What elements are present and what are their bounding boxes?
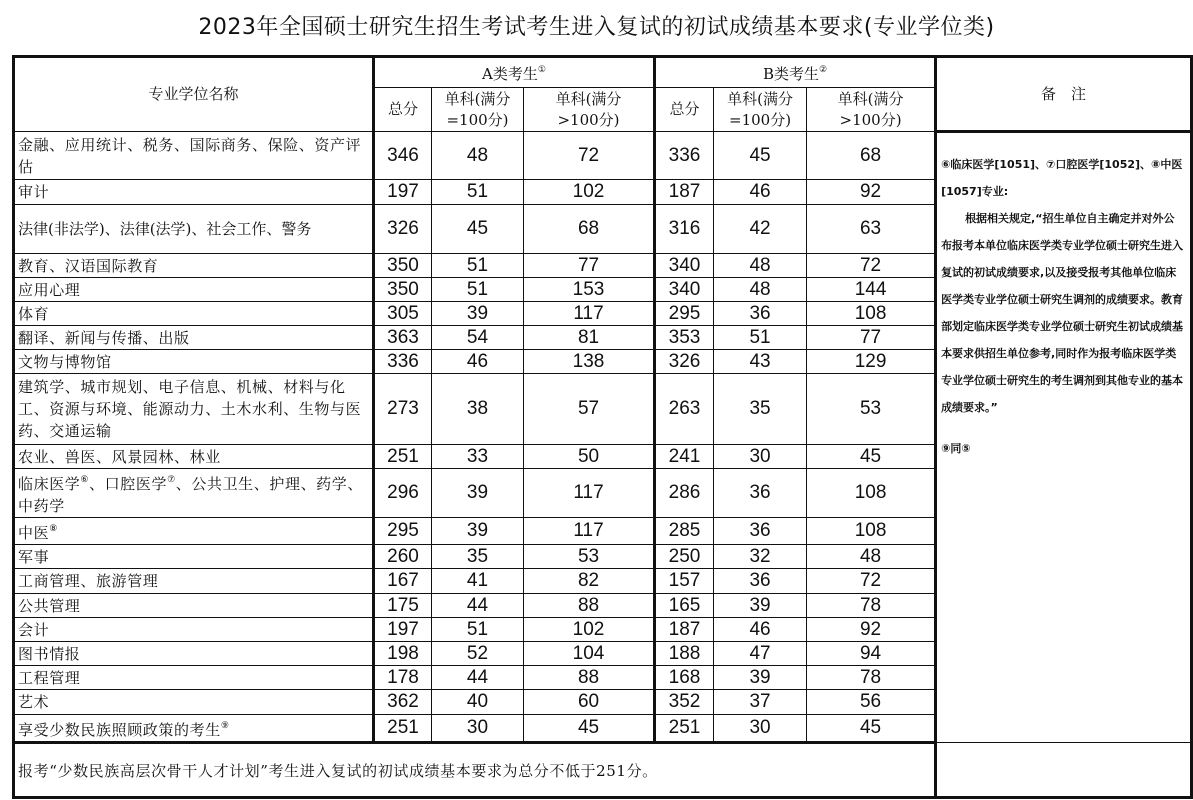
b-single-gt100: 129 xyxy=(807,350,936,374)
b-total: 187 xyxy=(655,618,714,642)
a-single-gt100: 72 xyxy=(524,132,655,180)
a-total: 305 xyxy=(374,302,432,326)
a-single-100: 44 xyxy=(432,666,524,690)
major-name: 工商管理、旅游管理 xyxy=(14,569,374,594)
b-single-gt100: 108 xyxy=(807,302,936,326)
footnote-marker: ⑨ xyxy=(220,721,230,731)
footnote-marker: ⑧ xyxy=(49,524,58,534)
b-total: 340 xyxy=(655,278,714,302)
b-single-gt100: 77 xyxy=(807,326,936,350)
a-total: 260 xyxy=(374,545,432,569)
b-total: 250 xyxy=(655,545,714,569)
remarks-heading: ⑥临床医学[1051]、⑦口腔医学[1052]、⑧中医[1057]专业: xyxy=(941,158,1183,198)
a-single-gt100: 117 xyxy=(524,518,655,545)
a-single-gt100: 77 xyxy=(524,254,655,278)
a-single-gt100: 45 xyxy=(524,715,655,743)
major-name: 图书情报 xyxy=(14,642,374,666)
b-total: 340 xyxy=(655,254,714,278)
a-total: 362 xyxy=(374,690,432,715)
b-single-100: 36 xyxy=(714,569,807,594)
a-single-gt100: 104 xyxy=(524,642,655,666)
a-single-100: 33 xyxy=(432,445,524,469)
major-name: 军事 xyxy=(14,545,374,569)
b-single-100: 45 xyxy=(714,132,807,180)
header-major-name: 专业学位名称 xyxy=(14,57,374,132)
major-name: 享受少数民族照顾政策的考生⑨ xyxy=(14,715,374,743)
header-group-a: A类考生① xyxy=(374,57,655,88)
score-table xyxy=(12,55,1193,799)
a-total: 346 xyxy=(374,132,432,180)
b-total: 187 xyxy=(655,180,714,205)
a-total: 198 xyxy=(374,642,432,666)
header-a-single-100: 单科(满分 =100分) xyxy=(432,88,524,132)
b-single-100: 42 xyxy=(714,205,807,254)
footer-remarks-empty xyxy=(936,743,1192,798)
a-single-gt100: 68 xyxy=(524,205,655,254)
a-single-gt100: 102 xyxy=(524,180,655,205)
footnote-marker: ① xyxy=(537,65,546,75)
major-name: 法律(非法学)、法律(法学)、社会工作、警务 xyxy=(14,205,374,254)
remarks-body: 根据相关规定,“招生单位自主确定并对外公布报考本单位临床医学类专业学位硕士研究生进入复试的初试成绩要求,以及接受报考其他单位临床医学类专业学位硕士研究生调剂的成绩要求。教育部划定临床医学类专业学位硕士研究生初试成绩基本要求供招生单位参考,同时作为报考临床医学类专业学位硕士研究生的考生调剂到其他专业的基本成绩要求。” xyxy=(941,212,1184,414)
major-name: 审计 xyxy=(14,180,374,205)
a-single-100: 44 xyxy=(432,594,524,618)
a-single-gt100: 81 xyxy=(524,326,655,350)
b-single-100: 48 xyxy=(714,254,807,278)
b-total: 241 xyxy=(655,445,714,469)
b-single-100: 30 xyxy=(714,715,807,743)
major-name: 公共管理 xyxy=(14,594,374,618)
b-single-gt100: 45 xyxy=(807,715,936,743)
b-total: 286 xyxy=(655,469,714,518)
major-name: 文物与博物馆 xyxy=(14,350,374,374)
a-single-gt100: 117 xyxy=(524,302,655,326)
major-name: 翻译、新闻与传播、出版 xyxy=(14,326,374,350)
footnote-marker: ⑥ xyxy=(80,475,90,485)
b-total: 157 xyxy=(655,569,714,594)
b-single-100: 46 xyxy=(714,180,807,205)
a-single-100: 48 xyxy=(432,132,524,180)
a-single-gt100: 88 xyxy=(524,594,655,618)
footnote-marker: ⑦ xyxy=(167,475,176,485)
a-total: 295 xyxy=(374,518,432,545)
table-row xyxy=(14,132,1192,180)
b-single-gt100: 45 xyxy=(807,445,936,469)
a-single-gt100: 60 xyxy=(524,690,655,715)
b-single-100: 37 xyxy=(714,690,807,715)
b-single-gt100: 144 xyxy=(807,278,936,302)
b-single-gt100: 78 xyxy=(807,666,936,690)
a-single-gt100: 82 xyxy=(524,569,655,594)
a-total: 178 xyxy=(374,666,432,690)
a-single-100: 51 xyxy=(432,254,524,278)
a-total: 350 xyxy=(374,254,432,278)
a-single-gt100: 57 xyxy=(524,374,655,445)
header-b-single-100: 单科(满分 =100分) xyxy=(714,88,807,132)
b-total: 188 xyxy=(655,642,714,666)
major-name: 教育、汉语国际教育 xyxy=(14,254,374,278)
b-total: 263 xyxy=(655,374,714,445)
a-single-100: 39 xyxy=(432,469,524,518)
a-total: 326 xyxy=(374,205,432,254)
a-single-gt100: 53 xyxy=(524,545,655,569)
header-a-total: 总分 xyxy=(374,88,432,132)
a-single-100: 51 xyxy=(432,618,524,642)
b-total: 165 xyxy=(655,594,714,618)
a-single-gt100: 50 xyxy=(524,445,655,469)
major-name: 农业、兽医、风景园林、林业 xyxy=(14,445,374,469)
a-single-gt100: 138 xyxy=(524,350,655,374)
a-single-gt100: 117 xyxy=(524,469,655,518)
b-single-gt100: 63 xyxy=(807,205,936,254)
major-name: 体育 xyxy=(14,302,374,326)
b-total: 336 xyxy=(655,132,714,180)
major-name: 中医⑧ xyxy=(14,518,374,545)
b-single-100: 39 xyxy=(714,666,807,690)
a-single-gt100: 88 xyxy=(524,666,655,690)
remarks-note-9: ⑨同⑤ xyxy=(941,442,971,455)
b-single-gt100: 78 xyxy=(807,594,936,618)
b-single-100: 36 xyxy=(714,302,807,326)
b-single-gt100: 48 xyxy=(807,545,936,569)
b-single-gt100: 108 xyxy=(807,518,936,545)
a-single-gt100: 102 xyxy=(524,618,655,642)
a-single-100: 41 xyxy=(432,569,524,594)
a-single-100: 38 xyxy=(432,374,524,445)
header-group-b: B类考生② xyxy=(655,57,936,88)
b-single-100: 43 xyxy=(714,350,807,374)
b-single-gt100: 56 xyxy=(807,690,936,715)
a-total: 167 xyxy=(374,569,432,594)
footer-note: 报考“少数民族高层次骨干人才计划”考生进入复试的初试成绩基本要求为总分不低于251分。 xyxy=(14,743,936,798)
a-single-100: 52 xyxy=(432,642,524,666)
b-single-gt100: 72 xyxy=(807,569,936,594)
a-single-gt100: 153 xyxy=(524,278,655,302)
major-name: 建筑学、城市规划、电子信息、机械、材料与化工、资源与环境、能源动力、土木水利、生物与医药、交通运输 xyxy=(14,374,374,445)
a-single-100: 46 xyxy=(432,350,524,374)
a-total: 251 xyxy=(374,715,432,743)
b-single-100: 47 xyxy=(714,642,807,666)
b-total: 316 xyxy=(655,205,714,254)
a-total: 296 xyxy=(374,469,432,518)
a-total: 175 xyxy=(374,594,432,618)
page-title: 2023年全国硕士研究生招生考试考生进入复试的初试成绩基本要求(专业学位类) xyxy=(198,15,995,40)
b-single-100: 36 xyxy=(714,518,807,545)
b-single-gt100: 53 xyxy=(807,374,936,445)
major-name: 金融、应用统计、税务、国际商务、保险、资产评估 xyxy=(14,132,374,180)
header-remarks: 备 注 xyxy=(936,57,1192,132)
a-single-100: 51 xyxy=(432,278,524,302)
b-single-100: 35 xyxy=(714,374,807,445)
b-total: 285 xyxy=(655,518,714,545)
b-single-gt100: 68 xyxy=(807,132,936,180)
major-name: 工程管理 xyxy=(14,666,374,690)
a-single-100: 39 xyxy=(432,302,524,326)
b-total: 168 xyxy=(655,666,714,690)
header-b-total: 总分 xyxy=(655,88,714,132)
b-total: 353 xyxy=(655,326,714,350)
b-single-100: 32 xyxy=(714,545,807,569)
footnote-marker: ② xyxy=(819,65,828,75)
b-single-100: 30 xyxy=(714,445,807,469)
a-total: 363 xyxy=(374,326,432,350)
a-single-100: 30 xyxy=(432,715,524,743)
a-single-100: 51 xyxy=(432,180,524,205)
a-total: 336 xyxy=(374,350,432,374)
a-single-100: 45 xyxy=(432,205,524,254)
major-name: 临床医学⑥、口腔医学⑦、公共卫生、护理、药学、中药学 xyxy=(14,469,374,518)
b-single-100: 51 xyxy=(714,326,807,350)
b-single-gt100: 72 xyxy=(807,254,936,278)
b-single-gt100: 92 xyxy=(807,618,936,642)
b-total: 295 xyxy=(655,302,714,326)
b-single-gt100: 92 xyxy=(807,180,936,205)
a-single-100: 39 xyxy=(432,518,524,545)
b-total: 326 xyxy=(655,350,714,374)
b-single-100: 39 xyxy=(714,594,807,618)
b-single-gt100: 94 xyxy=(807,642,936,666)
major-name: 会计 xyxy=(14,618,374,642)
b-single-gt100: 108 xyxy=(807,469,936,518)
b-single-100: 46 xyxy=(714,618,807,642)
a-single-100: 35 xyxy=(432,545,524,569)
major-name: 应用心理 xyxy=(14,278,374,302)
a-total: 197 xyxy=(374,618,432,642)
a-total: 197 xyxy=(374,180,432,205)
b-single-100: 36 xyxy=(714,469,807,518)
a-total: 251 xyxy=(374,445,432,469)
b-total: 352 xyxy=(655,690,714,715)
b-total: 251 xyxy=(655,715,714,743)
header-b-single-gt100: 单科(满分 >100分) xyxy=(807,88,936,132)
a-single-100: 54 xyxy=(432,326,524,350)
header-a-single-gt100: 单科(满分 >100分) xyxy=(524,88,655,132)
a-total: 350 xyxy=(374,278,432,302)
a-single-100: 40 xyxy=(432,690,524,715)
b-single-100: 48 xyxy=(714,278,807,302)
major-name: 艺术 xyxy=(14,690,374,715)
a-total: 273 xyxy=(374,374,432,445)
remarks-cell xyxy=(936,132,1192,743)
